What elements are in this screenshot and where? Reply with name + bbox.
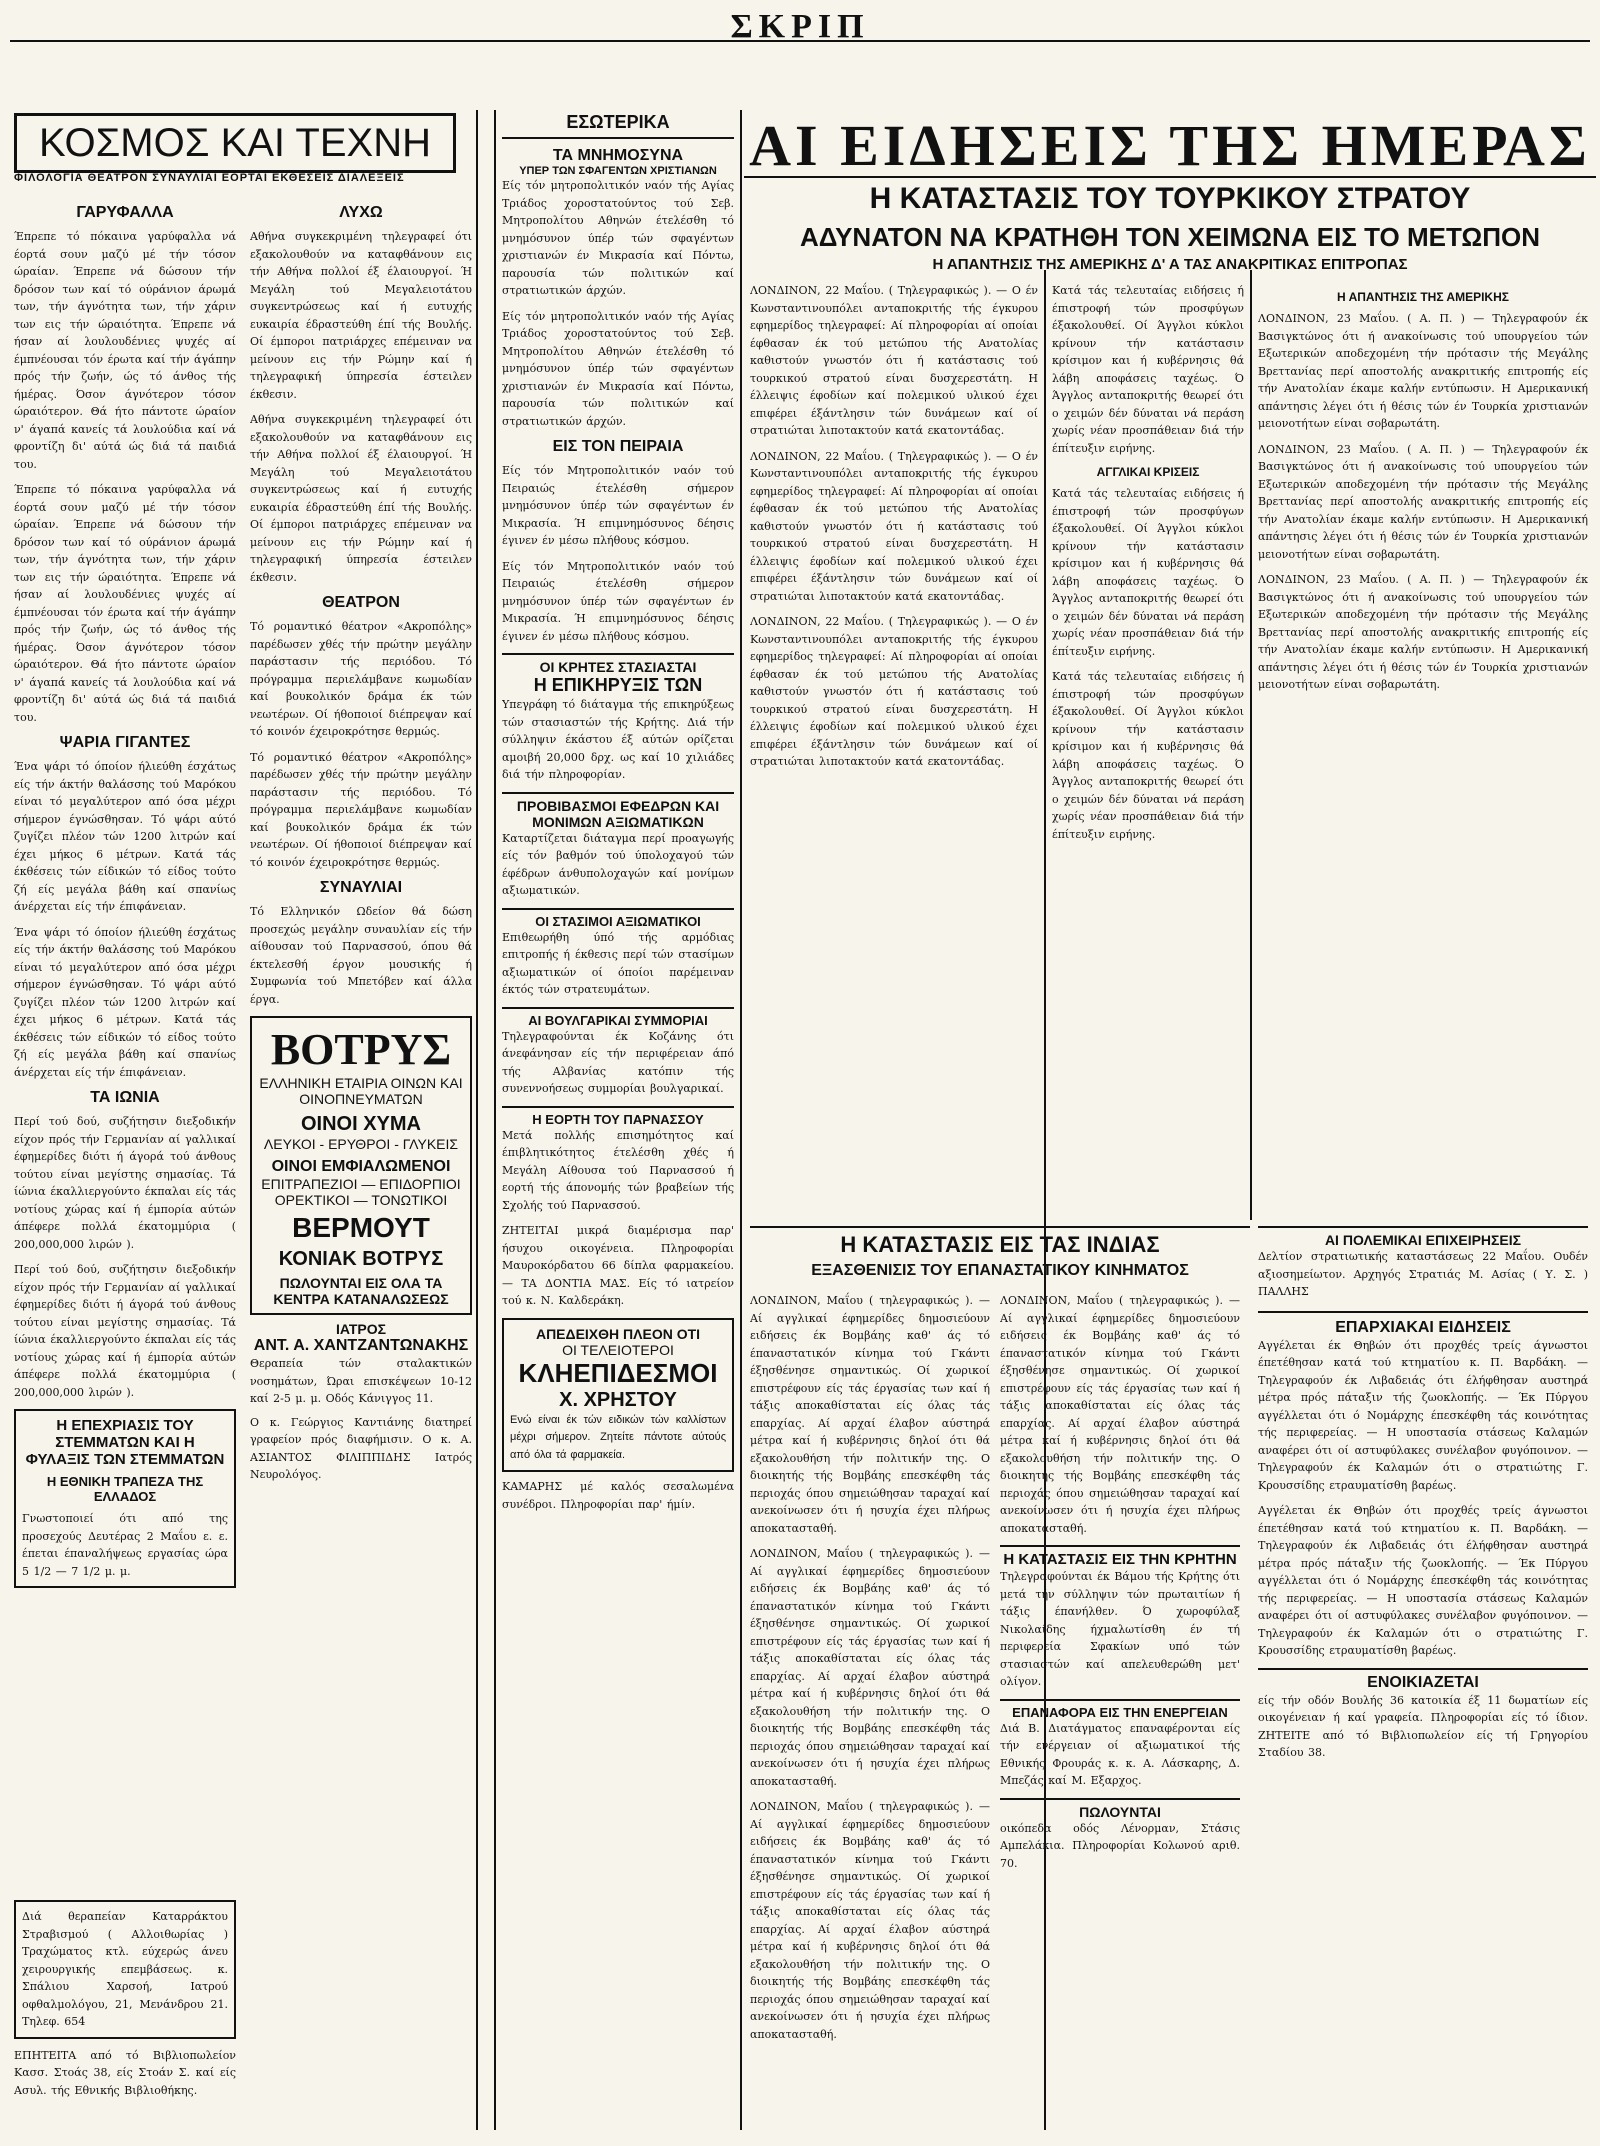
column-divider — [740, 110, 742, 2130]
section-title: ΕΣΩΤΕΡΙΚΑ — [502, 112, 734, 139]
news-column-a — [750, 282, 1038, 1222]
article-body: ΛΟΝΔΙΝΟΝ, Μαΐου ( τηλεγραφικώς ). — Αί αγγλικαί έφημερίδες δημοσιεύουν ειδήσεις έκ Βομβάης καθ' άς τό έπαναστατικόν κίνημα τού Γκάντι έξησθένησε σημαντικώς. Οί χωρικοί επιστρέφουν είς τάς έργασίας των καί ή τάξις αποκαθίσταται είς όλας τάς επαρχίας. Αί αρχαί έλαβον αύστηρά μέτρα καί ή κυβέρνησις δηλοί ότι θά εξακολουθήση τήν πολιτικήν της. Ο διοικητής τής Βομβάης επεσκέφθη τάς περιοχάς όπου σημειώθησαν ταραχαί καί ανεκοίνωσεν ότι ή ησυχία έχει πλήρως αποκατασταθή. — [750, 1547, 990, 1788]
article-title: Η ΚΑΤΑΣΤΑΣΙΣ ΕΙΣ ΤΗΝ ΚΡΗΤΗΝ — [1000, 1545, 1240, 1568]
notice-body: Γνωστοποιεί ότι από της προσεχούς Δευτέρας 2 Μαΐου ε. ε. έπεται έπαναλήψεως εργασίας ώρα 5 1/2 — 7 1/2 μ. μ. — [22, 1512, 228, 1578]
advert-line: ΚΛΗΕΠΙΔΕΣΜΟΙ — [518, 1357, 718, 1388]
article-body: Τό ρομαντικό θέατρον «Ακροπόλης» παρέδωσεν χθές τήν πρώτην μεγάλην παράστασιν τής περιόδου. Τό πρόγραμμα περιελάμβανε κωμωδίαν καί βουκολικόν δράμα έκ τών νεωτέρων. Οί ήθοποιοί διέπρεψαν καί τό κοινόν έχειροκρότησε θερμώς. — [250, 750, 472, 869]
article-body: Τό Ελληνικόν Ωδείον θά δώση προσεχώς μεγάλην συναυλίαν είς τήν αίθουσαν τού Παρνασσού, όπου θά έκτελεσθή έργον μουσικής ή Συμφωνία τού Μπετόβεν καί άλλα έργα. — [250, 905, 472, 1006]
article-title: ΕΠΑΡΧΙΑΚΑΙ ΕΙΔΗΣΕΙΣ — [1258, 1311, 1588, 1337]
left-bottom — [14, 1900, 236, 2130]
article-body: Τό ρομαντικό θέατρον «Ακροπόλης» παρέδωσεν χθές τήν πρώτην μεγάλην παράστασιν τής περιόδου. Τό πρόγραμμα περιελάμβανε κωμωδίαν καί βουκολικόν δράμα έκ τών νεωτέρων. Οί ήθοποιοί διέπρεψαν καί τό κοινόν έχειροκρότησε θερμώς. — [250, 620, 472, 738]
article-body: Αγγέλεται έκ Θηβών ότι προχθές τρείς άγνωστοι έπετέθησαν κατά τού κτηματίου κ. Π. Βαρδάκη. — Τηλεγραφούν έκ Λιβαδειάς ότι έλήφθησαν αυστηρά μέτρα πρός πάταξιν τής ζωοκλοπής. — Έκ Πύργου αγγέλλεται ότι ό Νομάρχης έπεσκέφθη τάς κοινότητας τής περιφερείας. — Η υποστασία στάσεως Καλαμών αναφέρει ότι οί αστυφύλακες συνέλαβον φυγόποινον. — Τηλεγραφούν έκ Καλαμών ότι ο στρατιώτης Γ. Κρουσσίδης ετραυματίσθη βαρέως. — [1258, 1504, 1588, 1657]
doctor-name: ΑΝΤ. Α. ΧΑΝΤΖΑΝΤΩΝΑΚΗΣ — [253, 1337, 469, 1354]
advert-line: ΛΕΥΚΟΙ - ΕΡΥΘΡΟΙ - ΓΛΥΚΕΙΣ — [263, 1136, 459, 1152]
classified-ads: ΖΗΤΕΙΤΑΙ μικρά διαμέρισμα παρ' ήσυχου οικογένεια. Πληροφορίαι Μαυροκόρδατου 66 δίπλα φαρμακείου. — ΤΑ ΔΟΝΤΙΑ ΜΑΣ. Είς τό ιατρείον τού κ. Ν. Καλδεράκη. — [502, 1224, 734, 1307]
article-body: Περί τού δού, συζήτησιν διεξοδικήν είχον πρός τήν Γερμανίαν αί γαλλικαί έφημερίδες διότι ή άγορά τού άνθους τούτου είναι μεγίστης σημασίας. Τά ίώνια έκαλλιεργούντο έκπαλαι είς τάς νοτίους χώρας καί ή έμπορία αύτών άπέφερε πολλά έκατομμύρια ( 200,000,000 λιρών ). — [14, 1115, 236, 1251]
botrys-advert — [250, 1016, 472, 1315]
headline: ΕΞΑΣΘΕΝΙΣΙΣ ΤΟΥ ΕΠΑΝΑΣΤΑΤΙΚΟΥ ΚΙΝΗΜΑΤΟΣ — [811, 1262, 1189, 1279]
section-tags: ΦΙΛΟΛΟΓΙΑ ΘΕΑΤΡΟΝ ΣΥΝΑΥΛΙΑΙ ΕΟΡΤΑΙ ΕΚΘΕΣΕΙΣ ΔΙΑΛΕΞΕΙΣ — [14, 172, 405, 184]
article-title: Η ΑΠΑΝΤΗΣΙΣ ΤΗΣ ΑΜΕΡΙΚΗΣ — [1337, 290, 1509, 304]
article-title: ΠΡΟΒΙΒΑΣΜΟΙ ΕΦΕΔΡΩΝ ΚΑΙ ΜΟΝΙΜΩΝ ΑΞΙΩΜΑΤΙΚΩΝ — [502, 792, 734, 830]
section-title: ΚΟΣΜΟΣ ΚΑΙ ΤΕΧΝΗ — [14, 113, 456, 173]
advert-line: ΟΙΝΟΙ ΧΥΜΑ — [300, 1113, 421, 1135]
article-body: Διά Β. Διατάγματος επαναφέρονται είς τήν ενέργειαν οί αξιωματικοί τής Εθνικής Φρουράς κ. κ. Α. Λάσκαρης, Δ. Μπεζάς καί Μ. Εξαρχος. — [1000, 1721, 1240, 1787]
article-body: Ένα ψάρι τό όποίον ήλιεύθη έσχάτως είς τήν άκτήν θαλάσσης τού Μαρόκου είναι τό μεγαλύτερον από όσα μέχρι σήμερον έγνώσθησαν. Τό ψάρι αύτό ζυγίζει πλέον τών 1200 λιτρών καί έχει μήκος 6 μέτρων. Κατά τάς έκθέσεις τών είδικών τό είδος τούτο ζή είς μεγάλα βάθη καί σπανίως άνέρχεται είς τήν έπιφάνειαν. — [14, 760, 236, 913]
article-title: ΕΙΣ ΤΟΝ ΠΕΙΡΑΙΑ — [552, 438, 684, 455]
article-title: ΟΙ ΣΤΑΣΙΜΟΙ ΑΞΙΩΜΑΤΙΚΟΙ — [502, 908, 734, 929]
advert-line: ΚΟΝΙΑΚ ΒΟΤΡΥΣ — [278, 1248, 444, 1270]
headline: Η ΑΠΑΝΤΗΣΙΣ ΤΗΣ ΑΜΕΡΙΚΗΣ Δ' Α ΤΑΣ ΑΝΑΚΡΙΤΙΚΑΣ ΕΠΙΤΡΟΠΑΣ — [932, 256, 1408, 273]
classified-ads: ΚΑΜΑΡΗΣ μέ καλός σεσαλωμένα συνέδροι. Πληροφορίαι παρ' ήμίν. — [502, 1480, 734, 1511]
article-body: Αγγέλεται έκ Θηβών ότι προχθές τρείς άγνωστοι έπετέθησαν κατά τού κτηματίου κ. Π. Βαρδάκη. — Τηλεγραφούν έκ Λιβαδειάς ότι έλήφθησαν αυστηρά μέτρα πρός πάταξιν τής ζωοκλοπής. — Έκ Πύργου αγγέλλεται ότι ό Νομάρχης έπεσκέφθη τάς κοινότητας τής περιφερείας. — Η υποστασία στάσεως Καλαμών αναφέρει ότι οί αστυφύλακες συνέλαβον φυγόποινον. — Τηλεγραφούν έκ Καλαμών ότι ο στρατιώτης Γ. Κρουσσίδης ετραυματίσθη βαρέως. — [1258, 1338, 1588, 1492]
doctor-title: ΙΑΤΡΟΣ — [335, 1321, 387, 1337]
advert-subtitle: ΕΛΛΗΝΙΚΗ ΕΤΑΙΡΙΑ ΟΙΝΩΝ ΚΑΙ ΟΙΝΟΠΝΕΥΜΑΤΩΝ — [259, 1075, 463, 1107]
footer-note: ΕΠΗΤΕΙΤΑ από τό Βιβλιοπωλείον Κασσ. Στοάς 38, είς Στοάν Σ. καί είς Ασυλ. τής Εθνικής Βιβλιοθήκης. — [14, 2048, 236, 2097]
article-body: Είς τόν μητροπολιτικόν ναόν τής Αγίας Τριάδος χοροστατούντος τού Σεβ. Μητροπολίτου Αθηνών έτελέσθη τό μνημόσυνον ύπέρ τών σφαγέντων χριστιανών έν Μικρασία καί Πόντω, παρουσία τών πολιτικών καί στρατιωτικών άρχών. — [502, 309, 734, 428]
article-title: ΣΥΝΑΥΛΙΑΙ — [319, 879, 403, 896]
article-body: Τηλεγραφούνται έκ Βάμου τής Κρήτης ότι μετά τήν σύλληψιν τών πρωταιτίων ή τάξις έπανήλθεν. Ό χωροφύλαξ Νικολαίδης ήχμαλωτίσθη έν τή περιφερεία Σφακίων υπό τών στασιαστών καί απελευθερώθη μετ' ολίγον. — [1000, 1570, 1240, 1688]
advert-line: ΟΙ ΤΕΛΕΙΟΤΕΡΟΙ — [562, 1341, 674, 1358]
advert-line: Χ. ΧΡΗΣΤΟΥ — [559, 1388, 677, 1411]
headline: Η ΚΑΤΑΣΤΑΣΙΣ ΤΟΥ ΤΟΥΡΚΙΚΟΥ ΣΤΡΑΤΟΥ — [869, 182, 1471, 215]
clinic-advert — [14, 1900, 236, 2039]
left-column-a — [14, 196, 236, 1896]
article-body: ΛΟΝΔΙΝΟΝ, Μαΐου ( τηλεγραφικώς ). — Αί αγγλικαί έφημερίδες δημοσιεύουν ειδήσεις έκ Βομβάης καθ' άς τό έπαναστατικόν κίνημα τού Γκάντι έξησθένησε σημαντικώς. Οί χωρικοί επιστρέφουν είς τάς έργασίας των καί ή τάξις αποκαθίσταται είς όλας τάς επαρχίας. Αί αρχαί έλαβον αύστηρά μέτρα καί ή κυβέρνησις δηλοί ότι θά εξακολουθήση τήν πολιτικήν της. Ο διοικητής τής Βομβάης επεσκέφθη τάς περιοχάς όπου σημειώθησαν ταραχαί καί ανεκοίνωσεν ότι ή ησυχία έχει πλήρως αποκατασταθή. — [750, 1294, 990, 1535]
right-bottom-column — [1258, 1226, 1588, 2136]
top-rule — [10, 40, 1590, 42]
article-title: ΑΙ ΒΟΥΛΓΑΡΙΚΑΙ ΣΥΜΜΟΡΙΑΙ — [502, 1007, 734, 1028]
middle-column — [502, 112, 734, 2122]
article-title: ΘΕΑΤΡΟΝ — [322, 594, 400, 611]
advert-line: ΑΠΕΔΕΙΧΘΗ ΠΛΕΟΝ ΟΤΙ — [535, 1325, 701, 1342]
article-title: ΤΑ ΜΝΗΜΟΣΥΝΑ — [552, 147, 684, 164]
article-title: ΤΑ ΙΩΝΙΑ — [90, 1089, 160, 1106]
advert-body: Ενώ είναι έκ τών ειδικών τών καλλίστων μέχρι σήμερον. Ζητείτε πάντοτε αύτούς από όλα τά φαρμακεία. — [510, 1413, 726, 1461]
news-title: ΑΙ ΕΙΔΗΣΕΙΣ ΤΗΣ ΗΜΕΡΑΣ — [744, 112, 1596, 178]
article-body: Είς τόν Μητροπολιτικόν ναόν τού Πειραιώς έτελέσθη σήμερον μνημόσυνον ύπέρ τών σφαγέντων έν Μικρασία. Ή επιμνημόσυνος δέησις έγινεν έν μέσω πλήθους κόσμου. — [502, 559, 734, 643]
notice-subtitle: Η ΕΘΝΙΚΗ ΤΡΑΠΕΖΑ ΤΗΣ ΕΛΛΑΔΟΣ — [46, 1474, 204, 1504]
article-body: Περί τού δού, συζήτησιν διεξοδικήν είχον πρός τήν Γερμανίαν αί γαλλικαί έφημερίδες διότι ή άγορά τού άνθους τούτου είναι μεγίστης σημασίας. Τά ίώνια έκαλλιεργούντο έκπαλαι είς τάς νοτίους χώρας καί ή έμπορία αύτών άπέφερε πολλά έκατομμύρια ( 200,000,000 λιρών ). — [14, 1263, 236, 1399]
article-body: ΛΟΝΔΙΝΟΝ, 22 Μαΐου. ( Τηλεγραφικώς ). — Ο έν Κωνσταντινουπόλει ανταποκριτής τής έγκυρου εφημερίδος τηλεγραφεί: Αί πληροφορίαι αί οποίαι έφθασαν έκ τού μετώπου τής Ανατολίας καθιστούν γνωστόν ότι ή κατάστασις τού τουρκικού στρατού είναι δυσχερεστάτη. Η έλλειψις έφοδίων καί πολεμικού υλικού έχει επιφέρει έξάντλησιν τών δυνάμεων καί οί στρατιώται λιποτακτούν κατά εκατοντάδας. — [750, 284, 1038, 437]
bank-notice — [14, 1409, 236, 1588]
column-divider — [494, 110, 496, 2130]
masthead: ΣΚΡΙΠ — [730, 8, 870, 45]
article-body: είς τήν οδόν Βουλής 36 κατοικία έξ 11 δωματίων είς οικογένειαν ή καί γραφεία. Πληροφορίαι είς τό ίδιον. ΖΗΤΕΙΤΕ από τό Βιβλιοπωλείον είς τή Γρηγορίου Σταδίου 38. — [1258, 1693, 1588, 1759]
article-title: ΠΩΛΟΥΝΤΑΙ — [1000, 1798, 1240, 1820]
article-body: ΛΟΝΔΙΝΟΝ, 23 Μαΐου. ( Α. Π. ) — Τηλεγραφούν έκ Βασιγκτώνος ότι ή ανακοίνωσις τού υπουργείου τών Εξωτερικών αποδεχομένη τήν πρότασιν τής Μεγάλης Βρεττανίας περί αποστολής ανακριτικής επιτροπής είς τήν Ανατολίαν έκαμε καλήν εντύπωσιν. Η Αμερικανική απάντησις λέγει ότι ή θέσις τών έν Τουρκία χριστιανών μειονοτήτων είναι σοβαρωτάτη. — [1258, 312, 1588, 430]
article-title: Η ΕΟΡΤΗ ΤΟΥ ΠΑΡΝΑΣΣΟΥ — [502, 1106, 734, 1127]
article-title: ΕΝΟΙΚΙΑΖΕΤΑΙ — [1258, 1668, 1588, 1692]
article-title: ΛΥΧΩ — [339, 204, 383, 221]
article-body: Ένα ψάρι τό όποίον ήλιεύθη έσχάτως είς τήν άκτήν θαλάσσης τού Μαρόκου είναι τό μεγαλύτερον από όσα μέχρι σήμερον έγνώσθησαν. Τό ψάρι αύτό ζυγίζει πλέον τών 1200 λιτρών καί έχει μήκος 6 μέτρων. Κατά τάς έκθέσεις τών είδικών τό είδος τούτο ζή είς μεγάλα βάθη καί σπανίως άνέρχεται είς τήν έπιφάνειαν. — [14, 925, 236, 1079]
advert-line: ΕΠΙΤΡΑΠΕΖΙΟΙ — ΕΠΙΔΟΡΠΙΟΙ ΟΡΕΚΤΙΚΟΙ — ΤΟΝΩΤΙΚΟΙ — [261, 1176, 461, 1208]
article-body: οικόπεδα οδός Λένορμαν, Στάσις Αμπελάκια. Πληροφορίαι Κολωνού αριθ. 70. — [1000, 1821, 1240, 1870]
article-title: ΟΙ ΚΡΗΤΕΣ ΣΤΑΣΙΑΣΤΑΙ — [502, 653, 734, 675]
article-subtitle: ΥΠΕΡ ΤΩΝ ΣΦΑΓΕΝΤΩΝ ΧΡΙΣΤΙΑΝΩΝ — [519, 165, 717, 177]
headline: ΑΔΥΝΑΤΟΝ ΝΑ ΚΡΑΤΗΘΗ ΤΟΝ ΧΕΙΜΩΝΑ ΕΙΣ ΤΟ ΜΕΤΩΠΟΝ — [799, 222, 1541, 252]
article-body: Αθήνα συγκεκριμένη τηλεγραφεί ότι εξακολουθούν να καταφθάνουν εις τήν Αθήνα πολλοί έξ έλαιουργοί. Ή Μεγάλη τού Μεγαλειοτάτου συγκεντρώσεως καί ή ευτυχής ευκαιρία έδραστεύθη έπί τής Βουλής. Οί έμποροι πατριάρχες επέμειναν να μείνουν εις τήν Ρώμην καί ή τηλεγραφική ύπηρεσία έστειλεν έκθεσιν. — [250, 230, 472, 401]
article-body: Έπρεπε τό πόκαινα γαρύφαλλα νά έορτά σουν μαζύ μέ τήν τόσον ώραίαν. Έπρεπε νά δώσουν τήν δρόσον των καί τό ούράνιον άρωμά των, τήν άγνότητα των, τήν χάριν των εις τήν ώραιότητα. Έπρεπε νά ήσαν αί λουλουδένιες ψυχές αί έμπνέουσαι τόν έρωτα καί τήν άγάπην πρός τήν ζωήν, ώς τό άνθος τής ήμέρας. Όσον άγνότερον τόσον ώραιότερον. Θά ήτο πάντοτε ώραίον ν' άγαπά κανείς τά λουλούδια καί νά φροντίζη δι' αύτά ώς διά τά παιδιά του. — [14, 483, 236, 724]
news-column-c — [1258, 282, 1588, 1222]
article-body: Κατά τάς τελευταίας ειδήσεις ή έπιστροφή τών προσφύγων έξακολουθεί. Οί Άγγλοι κύκλοι κρίνουν τήν κατάστασιν κρίσιμον και ή κυβέρνησις θά λάβη αποφάσεις ταχέως. Ό Άγγλος ανταποκριτής θεωρεί ότι ο χειμών δέν δύναται νά περάση χωρίς νέαν προσπάθειαν διά τήν έπίτευξιν ειρήνης. — [1052, 487, 1244, 658]
article-body: ΛΟΝΔΙΝΟΝ, Μαΐου ( τηλεγραφικώς ). — Αί αγγλικαί έφημερίδες δημοσιεύουν ειδήσεις έκ Βομβάης καθ' άς τό έπαναστατικόν κίνημα τού Γκάντι έξησθένησε σημαντικώς. Οί χωρικοί επιστρέφουν είς τάς έργασίας των καί ή τάξις αποκαθίσταται είς όλας τάς επαρχίας. Αί αρχαί έλαβον αύστηρά μέτρα καί ή κυβέρνησις δηλοί ότι θά εξακολουθήση τήν πολιτικήν της. Ο διοικητής τής Βομβάης επεσκέφθη τάς περιοχάς όπου σημειώθησαν ταραχαί καί ανεκοίνωσεν ότι ή ησυχία έχει πλήρως αποκατασταθή. — [750, 1800, 990, 2041]
article-body: ΛΟΝΔΙΝΟΝ, 23 Μαΐου. ( Α. Π. ) — Τηλεγραφούν έκ Βασιγκτώνος ότι ή ανακοίνωσις τού υπουργείου τών Εξωτερικών αποδεχομένη τήν πρότασιν τής Μεγάλης Βρεττανίας περί αποστολής ανακριτικής επιτροπής είς τήν Ανατολίαν έκαμε καλήν εντύπωσιν. Η Αμερικανική απάντησις λέγει ότι ή θέσις τών έν Τουρκία χριστιανών μειονοτήτων είναι σοβαρωτάτη. — [1258, 573, 1588, 691]
article-subtitle: Η ΕΠΙΚΗΡΥΞΙΣ ΤΩΝ — [533, 675, 703, 695]
notice-title: Η ΕΠΕΧΡΙΑΣΙΣ ΤΟΥ ΣΤΕΜΜΑΤΩΝ ΚΑΙ Η ΦΥΛΑΞΙΣ ΤΩΝ ΣΤΕΜΜΑΤΩΝ — [25, 1417, 225, 1468]
advert-brand: ΒΟΤΡΥΣ — [270, 1025, 452, 1074]
left-column-b — [250, 196, 472, 1896]
advert-line: ΠΩΛΟΥΝΤΑΙ ΕΙΣ ΟΛΑ ΤΑ ΚΕΝΤΡΑ ΚΑΤΑΝΑΛΩΣΕΩΣ — [273, 1275, 449, 1307]
headline: Η ΚΑΤΑΣΤΑΣΙΣ ΕΙΣ ΤΑΣ ΙΝΔΙΑΣ — [750, 1226, 1250, 1258]
article-body: Κατά τάς τελευταίας ειδήσεις ή έπιστροφή τών προσφύγων έξακολουθεί. Οί Άγγλοι κύκλοι κρίνουν τήν κατάστασιν κρίσιμον και ή κυβέρνησις θά λάβη αποφάσεις ταχέως. Ό Άγγλος ανταποκριτής θεωρεί ότι ο χειμών δέν δύναται νά περάση χωρίς νέαν προσπάθειαν διά τήν έπίτευξιν ειρήνης. — [1052, 284, 1244, 455]
doctor-body-2: Ο κ. Γεώργιος Καντιάνης διατηρεί γραφείον πρός διαφήμισιν. Ο κ. Α. ΑΣΙΑΝΤΟΣ ΦΙΛΙΠΠΙΔΗΣ Ιατρός Νευρολόγος. — [250, 1415, 472, 1481]
article-body: Είς τόν μητροπολιτικόν ναόν τής Αγίας Τριάδος χοροστατούντος τού Σεβ. Μητροπολίτου Αθηνών έτελέσθη τό μνημόσυνον ύπέρ τών σφαγέντων χριστιανών έν Μικρασία καί Πόντω, παρουσία τών πολιτικών καί στρατιωτικών άρχών. — [502, 179, 734, 297]
article-title: ΕΠΑΝΑΦΟΡΑ ΕΙΣ ΤΗΝ ΕΝΕΡΓΕΙΑΝ — [1000, 1699, 1240, 1720]
article-body: Δελτίον στρατιωτικής καταστάσεως 22 Μαΐου. Ουδέν αξιοσημείωτον. Αρχηγός Στρατιάς Μ. Ασίας ( Υ. Σ. ) ΠΑΛΛΗΣ — [1258, 1250, 1588, 1298]
advert-line: ΟΙΝΟΙ ΕΜΦΙΑΛΩΜΕΝΟΙ — [271, 1158, 451, 1175]
article-title: ΨΑΡΙΑ ΓΙΓΑΝΤΕΣ — [59, 734, 191, 751]
india-column-b — [1000, 1292, 1240, 2142]
article-body: Επιθεωρήθη ύπό τής αρμόδιας επιτροπής ή έκθεσις περί τών στασίμων αξιωματικών οί όποίοι παρέμειναν έκτός τών στρατευμάτων. — [502, 930, 734, 996]
article-body: ΛΟΝΔΙΝΟΝ, 22 Μαΐου. ( Τηλεγραφικώς ). — Ο έν Κωνσταντινουπόλει ανταποκριτής τής έγκυρου εφημερίδος τηλεγραφεί: Αί πληροφορίαι αί οποίαι έφθασαν έκ τού μετώπου τής Ανατολίας καθιστούν γνωστόν ότι ή κατάστασις τού τουρκικού στρατού είναι δυσχερεστάτη. Η έλλειψις έφοδίων καί πολεμικού υλικού έχει επιφέρει έξάντλησιν τών δυνάμεων καί οί στρατιώται λιποτακτούν κατά εκατοντάδας. — [750, 449, 1038, 603]
india-column-a — [750, 1292, 990, 2142]
article-body: Κατά τάς τελευταίας ειδήσεις ή έπιστροφή τών προσφύγων έξακολουθεί. Οί Άγγλοι κύκλοι κρίνουν τήν κατάστασιν κρίσιμον και ή κυβέρνησις θά λάβη αποφάσεις ταχέως. Ό Άγγλος ανταποκριτής θεωρεί ότι ο χειμών δέν δύναται νά περάση χωρίς νέαν προσπάθειαν διά τήν έπίτευξιν ειρήνης. — [1052, 670, 1244, 841]
article-body: Έπρεπε τό πόκαινα γαρύφαλλα νά έορτά σουν μαζύ μέ τήν τόσον ώραίαν. Έπρεπε νά δώσουν τήν δρόσον των καί τό ούράνιον άρωμά των, τήν άγνότητα των, τήν χάριν των εις τήν ώραιότητα. Έπρεπε νά ήσαν αί λουλουδένιες ψυχές αί έμπνέουσαι τόν έρωτα καί τήν άγάπην πρός τήν ζωήν, ώς τό άνθος τής ήμέρας. Όσον άγνότερον τόσον ώραιότερον. Θά ήτο πάντοτε ώραίον ν' άγαπά κανείς τά λουλούδια καί νά φροντίζη δι' αύτά ώς διά τά παιδιά του. — [14, 230, 236, 471]
article-title: ΑΓΓΛΙΚΑΙ ΚΡΙΣΕΙΣ — [1096, 465, 1200, 479]
article-body: ΛΟΝΔΙΝΟΝ, 23 Μαΐου. ( Α. Π. ) — Τηλεγραφούν έκ Βασιγκτώνος ότι ή ανακοίνωσις τού υπουργείου τών Εξωτερικών αποδεχομένη τήν πρότασιν τής Μεγάλης Βρεττανίας περί αποστολής ανακριτικής επιτροπής είς τήν Ανατολίαν έκαμε καλήν εντύπωσιν. Η Αμερικανική απάντησις λέγει ότι ή θέσις τών έν Τουρκία χριστιανών μειονοτήτων είναι σοβαρωτάτη. — [1258, 442, 1588, 561]
column-divider — [1250, 270, 1252, 1220]
article-body: Καταρτίζεται διάταγμα περί προαγωγής είς τόν βαθμόν τού ύπολοχαγού τών έφέδρων άνθυπολοχαγών καί μονίμων αξιωματικών. — [502, 831, 734, 897]
advert-line: ΒΕΡΜΟΥΤ — [292, 1212, 430, 1243]
advert-body: Διά θεραπείαν Καταρράκτου Στραβισμού ( Αλλοιθωρίας ) Τραχώματος κτλ. εύχερώς άνευ χειρουργικής επεμβάσεως. κ. Σπάλιου Χαρσοή, Ιατρού οφθαλμολόγου, 21, Μενάνδρου 21. Τηλεφ. 654 — [22, 1910, 228, 2028]
column-divider — [476, 110, 478, 2130]
article-title: ΑΙ ΠΟΛΕΜΙΚΑΙ ΕΠΙΧΕΙΡΗΣΕΙΣ — [1258, 1226, 1588, 1248]
article-body: ΛΟΝΔΙΝΟΝ, 22 Μαΐου. ( Τηλεγραφικώς ). — Ο έν Κωνσταντινουπόλει ανταποκριτής τής έγκυρου εφημερίδος τηλεγραφεί: Αί πληροφορίαι αί οποίαι έφθασαν έκ τού μετώπου τής Ανατολίας καθιστούν γνωστόν ότι ή κατάστασις τού τουρκικού στρατού είναι δυσχερεστάτη. Η έλλειψις έφοδίων καί πολεμικού υλικού έχει επιφέρει έξάντλησιν τών δυνάμεων καί οί στρατιώται λιποτακτούν κατά εκατοντάδας. — [750, 615, 1038, 768]
doctor-advert — [250, 1321, 472, 1484]
article-title: ΓΑΡΥΦΑΛΛΑ — [76, 204, 174, 221]
article-body: Είς τόν Μητροπολιτικόν ναόν τού Πειραιώς έτελέσθη σήμερον μνημόσυνον ύπέρ τών σφαγέντων έν Μικρασία. Ή επιμνημόσυνος δέησις έγινεν έν μέσω πλήθους κόσμου. — [502, 464, 734, 547]
article-body: Αθήνα συγκεκριμένη τηλεγραφεί ότι εξακολουθούν να καταφθάνουν εις τήν Αθήνα πολλοί έξ έλαιουργοί. Ή Μεγάλη τού Μεγαλειοτάτου συγκεντρώσεως καί ή ευτυχής ευκαιρία έδραστεύθη έπί τής Βουλής. Οί έμποροι πατριάρχες επέμειναν να μείνουν εις τήν Ρώμην καί ή τηλεγραφική ύπηρεσία έστειλεν έκθεσιν. — [250, 413, 472, 584]
article-body: Υπεγράφη τό διάταγμα τής επικηρύξεως τών στασιαστών τής Κρήτης. Διά τήν σύλληψιν έκάστου έξ αύτών ορίζεται αμοιβή 20,000 δρχ. ως καί 10 χιλιάδες διά τήν πληροφορίαν. — [502, 698, 734, 781]
article-body: ΛΟΝΔΙΝΟΝ, Μαΐου ( τηλεγραφικώς ). — Αί αγγλικαί έφημερίδες δημοσιεύουν ειδήσεις έκ Βομβάης καθ' άς τό έπαναστατικόν κίνημα τού Γκάντι έξησθένησε σημαντικώς. Οί χωρικοί επιστρέφουν είς τάς έργασίας των καί ή τάξις αποκαθίσταται είς όλας τάς επαρχίας. Αί αρχαί έλαβον αύστηρά μέτρα καί ή κυβέρνησις δηλοί ότι θά εξακολουθήση τήν πολιτικήν της. Ο διοικητής τής Βομβάης επεσκέφθη τάς περιοχάς όπου σημειώθησαν ταραχαί καί ανεκοίνωσεν ότι ή ησυχία έχει πλήρως αποκατασταθή. — [1000, 1294, 1240, 1535]
bandage-advert — [502, 1318, 734, 1473]
article-body: Μετά πολλής επισημότητος καί έπιβλητικότητος έτελέσθη χθές ή Μεγάλη Αίθουσα τού Παρνασσού ή εορτή τής άπονομής τών βραβείων τής Σχολής τού Παρνασσού. — [502, 1128, 734, 1212]
news-column-b — [1052, 282, 1244, 1222]
article-body: Τηλεγραφούνται έκ Κοζάνης ότι άνεφάνησαν είς τήν περιφέρειαν άπό τής Αλβανίας κατόπιν τής συνεννοήσεως συμμορίαι βουλγαρικαί. — [502, 1029, 734, 1095]
doctor-body: Θεραπεία τών σταλακτικών νοσημάτων, Ώραι επισκέψεων 10-12 καί 2-5 μ. μ. Οδός Κάνιγγος 11. — [250, 1357, 472, 1405]
